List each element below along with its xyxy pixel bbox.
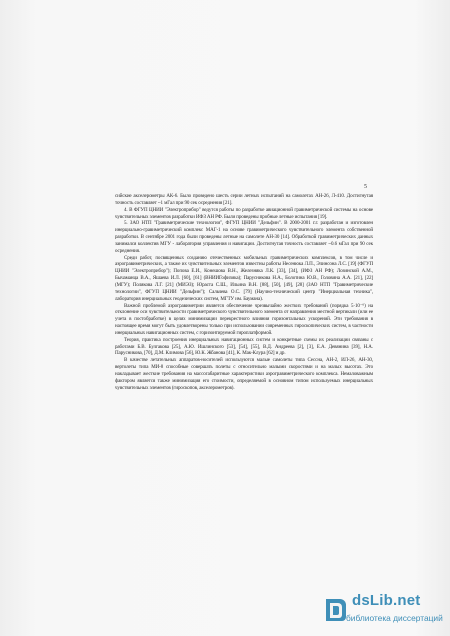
dslib-watermark [322, 592, 446, 628]
watermark-subtitle: библиотека диссертаций [346, 613, 443, 623]
paragraph: Важной проблемой аэрогравиметрии является обеспечение чрезвычайно жестких требований (порядка 5·10⁻⁶) на отклонение оси чувствительности гравиметрического чувствительного элемента от направления местной вертикали (или ее учета в постобработке) в целях минимизации перекрестного влияния горизонтальных ускорений. Эти требования в настоящее время могут быть удовлетворены только при использовании современных гироскопических систем, в частности инерциальных навигационных систем, с горизонтируемой гироплатформой. [115, 302, 373, 336]
paragraph: Теория, практика построения инерциальных навигационных систем и конкретные схемы их реализации связаны с работами Б.В. Булгакова [25], А.Ю. Ишлинского [53], [54], [55], В.Д. Андреева [2], [3], Е.А. Девянина [39], Н.А. Парусникова, [70], Д.М. Климова [56], Ю.К. Жбанова [41], К. Мак-Клура [62] и др. [115, 336, 373, 357]
paragraph: сийские акселерометры АК-6. Было проведено шесть серии летных испытаний на самолетах АН-26, Л-410. Достигнутая точность составляет ~1 мГал при 90 сек осреднения [21]. [115, 193, 373, 206]
watermark-title: dsLib.net [352, 592, 421, 609]
dslib-logo-icon [322, 595, 348, 623]
paragraph: 4. В ФГУП ЦНИИ "Электроприбор" ведутся работы по разработке авиационной гравиметрической системы на основе чувствительных элементов разработки ИФЗ АН РФ. Были проведены пробные летные испытания [19]. [115, 206, 373, 220]
paragraph: Среди работ, посвященных созданию отечественных мобильных гравиметрических комплексов, в том числе и аэрогравиметрических, а также их чувствительных элементов известны работы Несенюка Л.П., Элинсона Л.С. [19] (ФГУП ЦНИИ "Электроприбор"); Попова Е.И., Конешова В.Н., Железняка Л.К. [33], [34], (ИФЗ АН РФ); Лозинской А.М., Бычаманца В.А., Яшаева И.Л. [60], [61] (ВНИИГофизика); Парусникова Н.А., Болотина Ю.В., Головина А.А. [21], [22] (МГУ); Полякова Л.Г. [21] (МИЭЗ); Юраста С.Ш., Ильина В.Н. [88], [50], [49], [28] (ЗАО НТП "Гравиметрические технологии", ФГУП ЦНИИ "Дельфин"); Сальчева О.С. [79] (Научно-технический центр "Инерциальная техника", лаборатория инерциальных геодезических систем, МГТУ им. Баумана). [115, 254, 373, 302]
page-number: 5 [364, 184, 367, 190]
paragraph: 5. ЗАО НТП "Гравиметрические технологии", ФГУП ЦНИИ "Дельфин". В 2000-2001 г.г. разработан и изготовлен инерциально-гравиметрический комплекс МАГ-1 на основе гравиметрического чувствительного элемента собственной разработки. В сентябре 2001 года были проведены летные на самолете АН-30 [14]. Обработкой гравиметрических данных занимался коллектив МГУ - лаборатория управления и навигации. Достигнутая точность составляет ~0.6 мГал при 90 сек осреднения. [115, 220, 373, 254]
body-text [115, 193, 373, 391]
paragraph: В качестве летательных аппаратов-носителей используются малые самолеты типа Сессна, АН-2, ИЛ-26, АН-30, вертолеты типа МИ-8 способные совершать полеты с относительно малыми скоростями и на малых высотах. Это накладывает жесткие требования на массогабаритные характеристики аэрогравиметрического комплекса. Немаловажным фактором является также минимизация его стоимости, определяемой в основном типом используемых инерциальных чувствительных элементов (гироскопов, акселерометров). [115, 357, 373, 391]
